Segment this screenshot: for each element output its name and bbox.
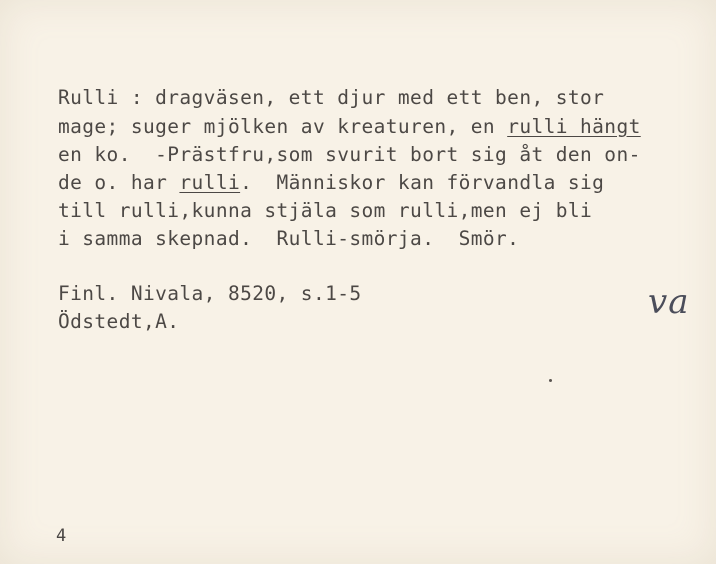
collector-line: Ödstedt,A. [58,310,180,333]
entry-line-2 [58,115,641,138]
handwritten-mark: va [648,282,690,322]
entry-line-4-underlined: rulli [179,171,241,194]
entry-line-4 [58,171,604,194]
entry-line-2-text: mage; suger mjölken av kreaturen, en [58,115,508,138]
entry-line-6: i samma skepnad. Rulli-smörja. Smör. [58,227,520,250]
entry-line-1: Rulli : dragväsen, ett djur med ett ben, stor [58,86,605,109]
entry-line-3: en ko. -Prästfru,som svurit bort sig åt den on- [58,143,641,166]
card-number: 4 [56,526,67,546]
entry-line-2-underlined: rulli hängt [507,115,641,138]
entry-line-4-prefix: de o. har [58,171,180,194]
entry-line-4-suffix: . Människor kan förvandla sig [240,171,605,194]
ink-dot [549,379,552,382]
entry-line-5: till rulli,kunna stjäla som rulli,men ej bli [58,199,593,222]
source-line: Finl. Nivala, 8520, s.1-5 [58,282,362,305]
